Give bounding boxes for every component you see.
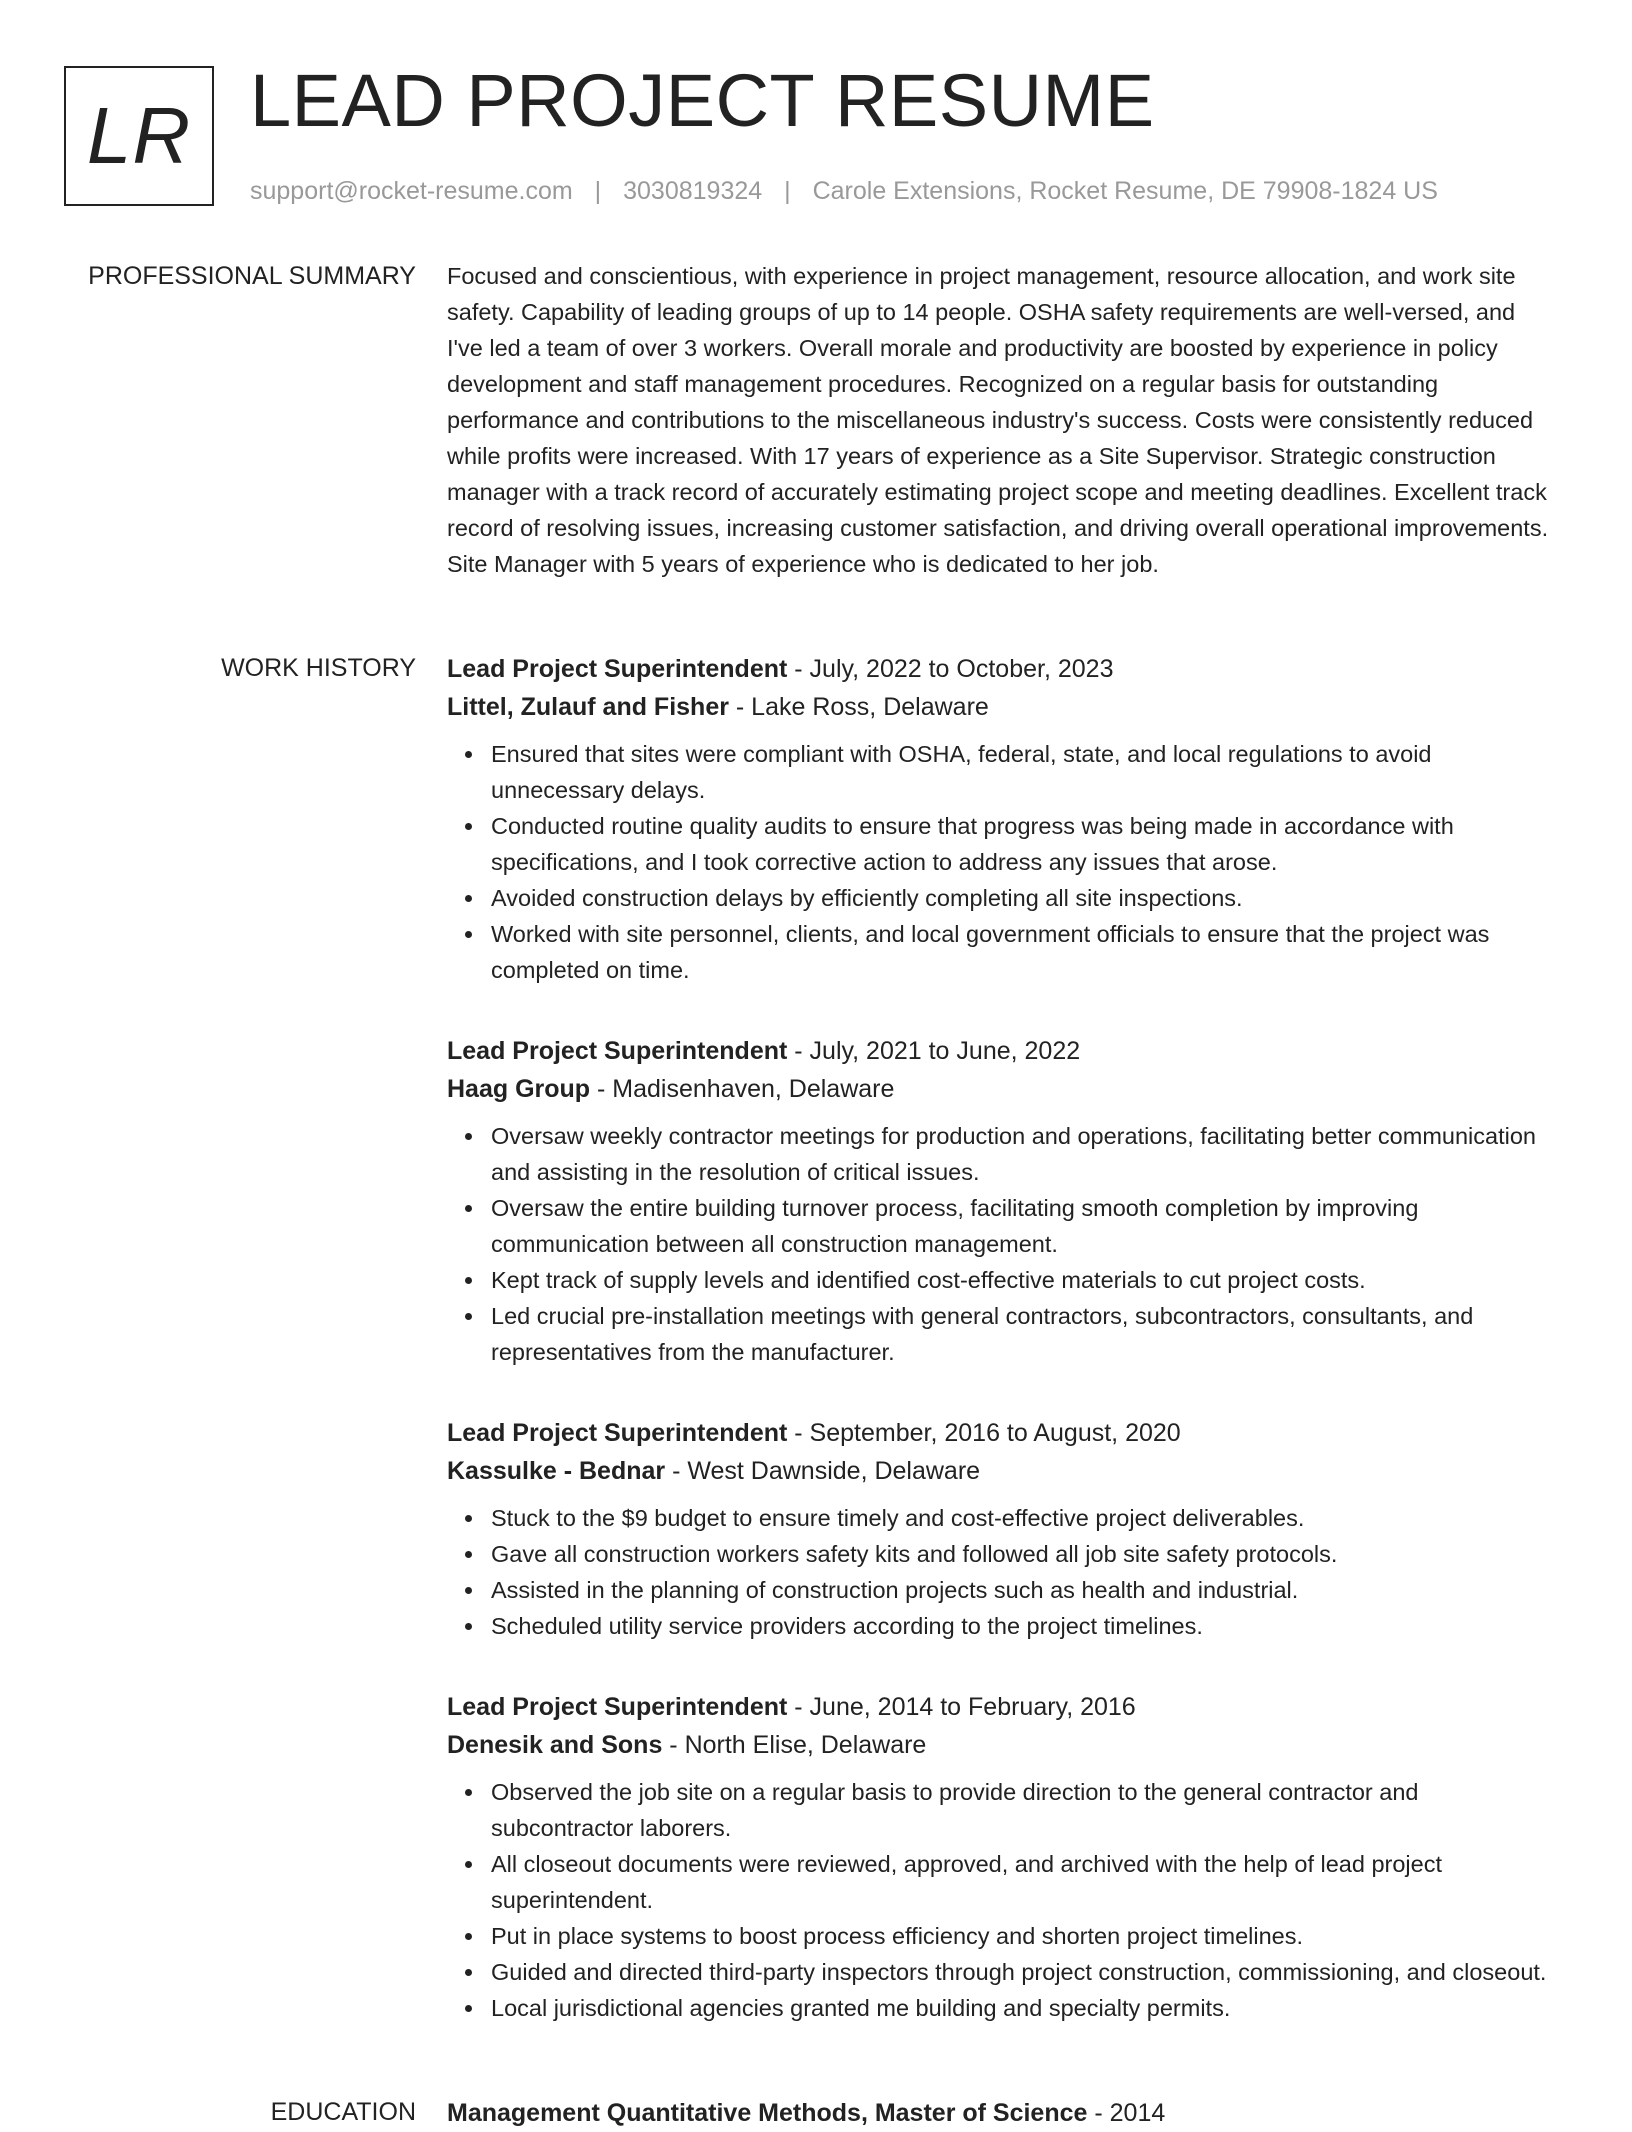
job-bullet: Gave all construction workers safety kits and followed all job site safety protocols. xyxy=(491,1536,1557,1572)
job-dates: - September, 2016 to August, 2020 xyxy=(787,1419,1181,1447)
education-year: - 2014 xyxy=(1087,2099,1166,2127)
job-bullet: Put in place systems to boost process efficiency and shorten project timelines. xyxy=(491,1918,1557,1954)
contact-separator: | xyxy=(784,177,791,205)
job-dates: - July, 2021 to June, 2022 xyxy=(787,1037,1081,1065)
job-entry xyxy=(447,650,1557,988)
job-company-line xyxy=(447,1070,1557,1108)
job-bullet: Guided and directed third-party inspectors through project construction, commissioning, and closeout. xyxy=(491,1954,1557,1990)
job-title-line xyxy=(447,1688,1557,1726)
job-title: Lead Project Superintendent xyxy=(447,655,788,683)
job-bullet: All closeout documents were reviewed, approved, and archived with the help of lead project superintendent. xyxy=(491,1846,1557,1918)
education-degree: Management Quantitative Methods, Master of Science xyxy=(447,2099,1088,2127)
job-location: - Lake Ross, Delaware xyxy=(728,693,989,721)
job-entry xyxy=(447,1414,1557,1644)
job-bullet: Assisted in the planning of construction projects such as health and industrial. xyxy=(491,1572,1557,1608)
job-bullet: Kept track of supply levels and identified cost-effective materials to cut project costs. xyxy=(491,1262,1557,1298)
job-company: Haag Group xyxy=(447,1075,591,1103)
job-dates: - June, 2014 to February, 2016 xyxy=(787,1693,1136,1721)
contact-email: support@rocket-resume.com xyxy=(250,177,573,205)
job-bullets xyxy=(447,736,1557,988)
job-bullet: Local jurisdictional agencies granted me building and specialty permits. xyxy=(491,1990,1557,2026)
contact-line xyxy=(250,174,1438,208)
contact-separator: | xyxy=(594,177,602,205)
resume-title: LEAD PROJECT RESUME xyxy=(250,59,1155,142)
job-location: - Madisenhaven, Delaware xyxy=(590,1075,895,1103)
contact-address: Carole Extensions, Rocket Resume, DE 79908-1824 US xyxy=(812,177,1438,205)
job-location: - North Elise, Delaware xyxy=(662,1731,927,1759)
section-label-work-history: WORK HISTORY xyxy=(221,654,416,682)
job-title-line xyxy=(447,650,1557,688)
job-bullet: Oversaw the entire building turnover process, facilitating smooth completion by improving communication between all construction management. xyxy=(491,1190,1557,1262)
section-label-education: EDUCATION xyxy=(270,2098,416,2126)
job-dates: - July, 2022 to October, 2023 xyxy=(787,655,1114,683)
job-bullet: Scheduled utility service providers according to the project timelines. xyxy=(491,1608,1557,1644)
job-title-line xyxy=(447,1032,1557,1070)
job-location: - West Dawnside, Delaware xyxy=(665,1457,981,1485)
job-bullets xyxy=(447,1774,1557,2026)
job-company-line xyxy=(447,688,1557,726)
job-bullet: Led crucial pre-installation meetings with general contractors, subcontractors, consultants, and representatives from the manufacturer. xyxy=(491,1298,1557,1370)
job-bullet: Stuck to the $9 budget to ensure timely and cost-effective project deliverables. xyxy=(491,1500,1557,1536)
job-bullets xyxy=(447,1118,1557,1370)
job-bullets xyxy=(447,1500,1557,1644)
section-label-summary: PROFESSIONAL SUMMARY xyxy=(88,262,416,290)
job-company: Littel, Zulauf and Fisher xyxy=(447,693,729,721)
job-company: Kassulke - Bednar xyxy=(447,1457,666,1485)
job-title-line xyxy=(447,1414,1557,1452)
job-bullet: Oversaw weekly contractor meetings for production and operations, facilitating better communication and assisting in the resolution of critical issues. xyxy=(491,1118,1557,1190)
job-bullet: Avoided construction delays by efficiently completing all site inspections. xyxy=(491,880,1557,916)
job-entry xyxy=(447,1688,1557,2026)
initials-text: LR xyxy=(86,91,192,180)
job-bullet: Ensured that sites were compliant with OSHA, federal, state, and local regulations to avoid unnecessary delays. xyxy=(491,736,1557,808)
job-bullet: Observed the job site on a regular basis to provide direction to the general contractor and subcontractor laborers. xyxy=(491,1774,1557,1846)
job-entry xyxy=(447,1032,1557,1370)
education-line xyxy=(447,2094,1557,2132)
job-company-line xyxy=(447,1726,1557,1764)
job-company: Denesik and Sons xyxy=(447,1731,663,1759)
job-title: Lead Project Superintendent xyxy=(447,1693,788,1721)
job-title: Lead Project Superintendent xyxy=(447,1037,788,1065)
contact-phone: 3030819324 xyxy=(623,177,763,205)
summary-text: Focused and conscientious, with experience in project management, resource allocation, and work site safety. Capability of leading groups of up to 14 people. OSHA safety requirements are well-versed, and I've led a team of over 3 workers. Overall morale and productivity are boosted by experience in policy development and staff management procedures. Recognized on a regular basis for outstanding performance and contributions to the miscellaneous industry's success. Costs were consistently reduced while profits were increased. With 17 years of experience as a Site Supervisor. Strategic construction manager with a track record of accurately estimating project scope and meeting deadlines. Excellent track record of resolving issues, increasing customer satisfaction, and driving overall operational improvements. Site Manager with 5 years of experience who is dedicated to her job. xyxy=(447,263,1549,577)
job-bullet: Worked with site personnel, clients, and local government officials to ensure that the project was completed on time. xyxy=(491,916,1557,988)
initials-logo xyxy=(64,66,214,206)
job-company-line xyxy=(447,1452,1557,1490)
job-bullet: Conducted routine quality audits to ensure that progress was being made in accordance with specifications, and I took corrective action to address any issues that arose. xyxy=(491,808,1557,880)
job-title: Lead Project Superintendent xyxy=(447,1419,788,1447)
